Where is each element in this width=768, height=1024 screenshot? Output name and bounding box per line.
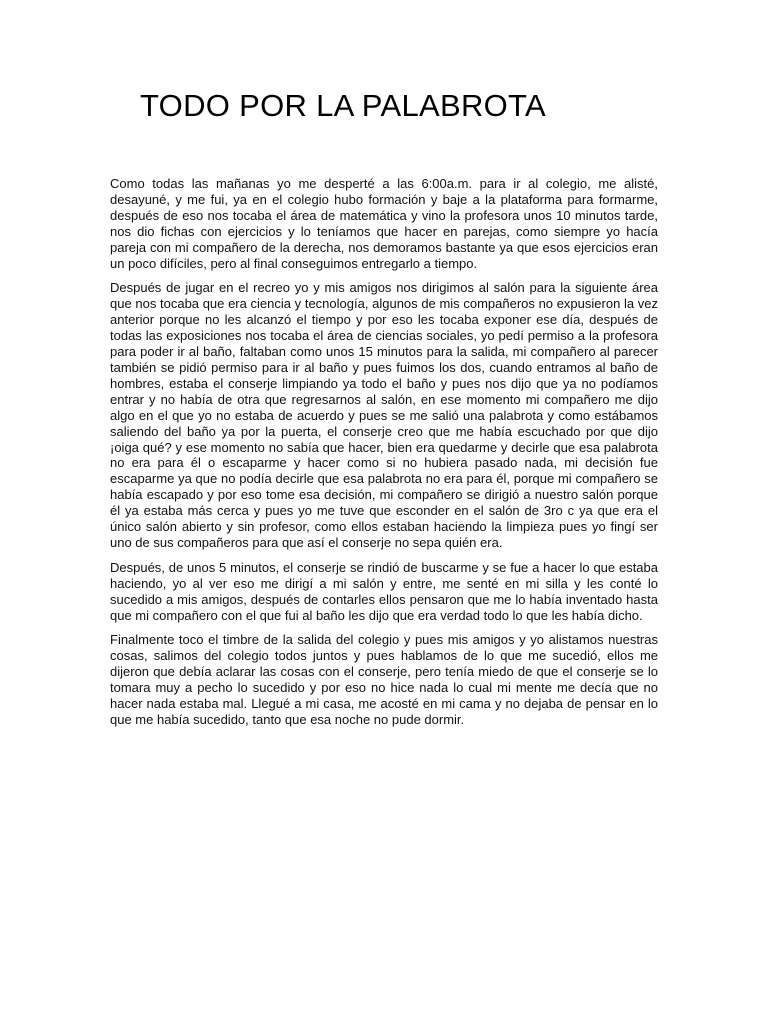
paragraph-2: Después de jugar en el recreo yo y mis amigos nos dirigimos al salón para la siguiente área que nos tocaba que era ciencia y tecnología, algunos de mis compañeros no expusieron la vez anterior porque no les alcanzó el tiempo y por eso les tocaba exponer ese día, después de todas las exposiciones nos tocaba el área de ciencias sociales, yo pedí permiso a la profesora para poder ir al baño, faltaban como unos 15 minutos para la salida, mi compañero al parecer también se pidió permiso para ir al baño y pues fuimos los dos, cuando entramos al baño de hombres, estaba el conserje limpiando ya todo el baño y pues nos dijo que ya no podíamos entrar y no había de otra que regresarnos al salón, en ese momento mi compañero me dijo algo en el que yo no estaba de acuerdo y pues se me salió una palabrota y como estábamos saliendo del baño ya por la puerta, el conserje creo que me había escuchado por que dijo ¡oiga qué? y ese momento no sabía que hacer, bien era quedarme y decirle que esa palabrota no era para él o escaparme y hacer como si no hubiera pasado nada, mi decisión fue escaparme ya que no podía decirle que esa palabrota no era para él, porque mi compañero se había escapado y por eso tome esa decisión, mi compañero se dirigió a nuestro salón porque él ya estaba más cerca y pues yo me tuve que esconder en el salón de 3ro c ya que era el único salón abierto y sin profesor, como ellos estaban haciendo la limpieza pues yo fingí ser uno de sus compañeros para que así el conserje no sepa quién era. (110, 280, 658, 550)
document-title: TODO POR LA PALABROTA (140, 88, 546, 123)
paragraph-3: Después, de unos 5 minutos, el conserje se rindió de buscarme y se fue a hacer lo que estaba haciendo, yo al ver eso me dirigí a mi salón y entre, me senté en mi silla y les conté lo sucedido a mis amigos, después de contarles ellos pensaron que me lo había inventado hasta que mi compañero con el que fui al baño les dijo que era verdad todo lo que les había dicho. (110, 559, 658, 623)
paragraph-4: Finalmente toco el timbre de la salida del colegio y pues mis amigos y yo alistamos nuestras cosas, salimos del colegio todos juntos y pues hablamos de lo que me sucedió, ellos me dijeron que debía aclarar las cosas con el conserje, pero tenía miedo de que el conserje se lo tomara muy a pecho lo sucedido y por eso no hice nada lo cual mi mente me decía que no hacer nada estaba mal. Llegué a mi casa, me acosté en mi cama y no dejaba de pensar en lo que me había sucedido, tanto que esa noche no pude dormir. (110, 632, 658, 727)
document-body (110, 176, 658, 737)
paragraph-1: Como todas las mañanas yo me desperté a las 6:00a.m. para ir al colegio, me alisté, desayuné, y me fui, ya en el colegio hubo formación y baje a la plataforma para formarme, después de eso nos tocaba el área de matemática y vino la profesora unos 10 minutos tarde, nos dio fichas con ejercicios y lo teníamos que hacer en parejas, como siempre yo hacía pareja con mi compañero de la derecha, nos demoramos bastante ya que esos ejercicios eran un poco difíciles, pero al final conseguimos entregarlo a tiempo. (110, 176, 658, 271)
